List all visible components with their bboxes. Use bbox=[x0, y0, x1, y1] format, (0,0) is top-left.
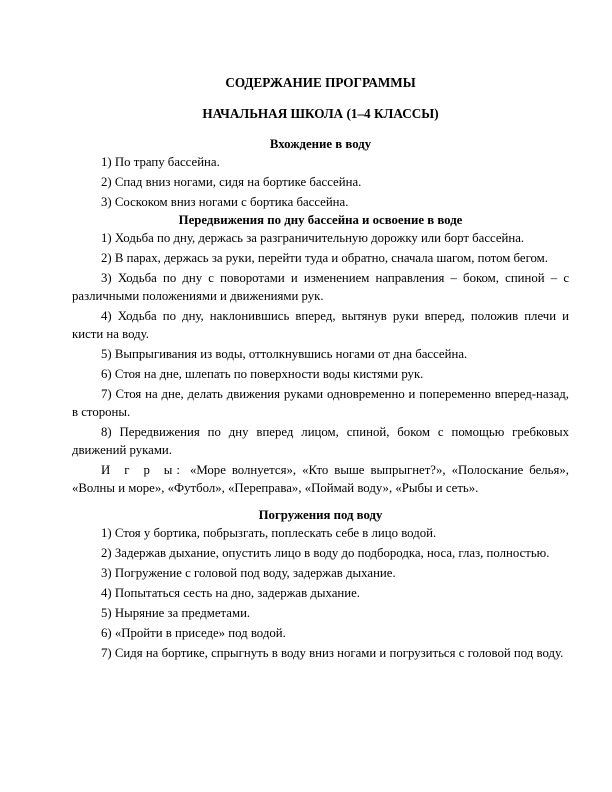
list-item: 1) Ходьба по дну, держась за разграничительную дорожку или борт бассейна. bbox=[101, 231, 525, 245]
list-item: 7) Стоя на дне, делать движения руками одновременно и попеременно вперед-назад, в стороны. bbox=[72, 387, 569, 419]
games-list: «Море волнуется», «Кто выше выпрыгнет?», «Полоскание белья», «Волны и море», «Футбол», «Переправа», «Поймай воду», «Рыбы и сеть». bbox=[72, 463, 569, 495]
section-heading-submersion: Погружения под воду bbox=[258, 508, 383, 522]
list-item: 2) В парах, держась за руки, перейти туда и обратно, сначала шагом, потом бегом. bbox=[101, 251, 548, 265]
list-item: 3) Соскоком вниз ногами с бортика бассейна. bbox=[101, 195, 349, 209]
document-subtitle: НАЧАЛЬНАЯ ШКОЛА (1–4 КЛАССЫ) bbox=[202, 106, 439, 121]
list-item: 1) По трапу бассейна. bbox=[101, 155, 220, 169]
list-item: 8) Передвижения по дну вперед лицом, спиной, боком с помощью гребковых движений руками. bbox=[72, 425, 569, 457]
list-item: 4) Попытаться сесть на дно, задержав дыхание. bbox=[101, 586, 360, 600]
list-item: 6) «Пройти в приседе» под водой. bbox=[101, 626, 286, 640]
list-item: 6) Стоя на дне, шлепать по поверхности воды кистями рук. bbox=[101, 367, 424, 381]
list-item: 2) Спад вниз ногами, сидя на бортике бассейна. bbox=[101, 175, 362, 189]
document-title: СОДЕРЖАНИЕ ПРОГРАММЫ bbox=[225, 75, 416, 90]
list-item: 3) Ходьба по дну с поворотами и изменением направления – боком, спиной – с различными положениями и движениями рук. bbox=[72, 271, 569, 303]
section-heading-movement: Передвижения по дну бассейна и освоение в воде bbox=[178, 213, 463, 227]
list-item: 1) Стоя у бортика, побрызгать, поплескать себе в лицо водой. bbox=[101, 526, 437, 540]
section-heading-entry: Вхождение в воду bbox=[269, 137, 372, 151]
list-item: 5) Ныряние за предметами. bbox=[101, 606, 251, 620]
games-label: И г р ы: bbox=[101, 463, 184, 477]
list-item: 2) Задержав дыхание, опустить лицо в воду до подбородка, носа, глаз, полностью. bbox=[101, 546, 550, 560]
games-paragraph bbox=[72, 461, 569, 497]
document-body bbox=[72, 74, 569, 662]
list-item: 4) Ходьба по дну, наклонившись вперед, вытянув руки вперед, положив плечи и кисти на воду. bbox=[72, 309, 569, 341]
list-item: 3) Погружение с головой под воду, задержав дыхание. bbox=[101, 566, 396, 580]
list-item: 7) Сидя на бортике, спрыгнуть в воду вниз ногами и погрузиться с головой под воду. bbox=[101, 646, 564, 660]
list-item: 5) Выпрыгивания из воды, оттолкнувшись ногами от дна бассейна. bbox=[101, 347, 468, 361]
